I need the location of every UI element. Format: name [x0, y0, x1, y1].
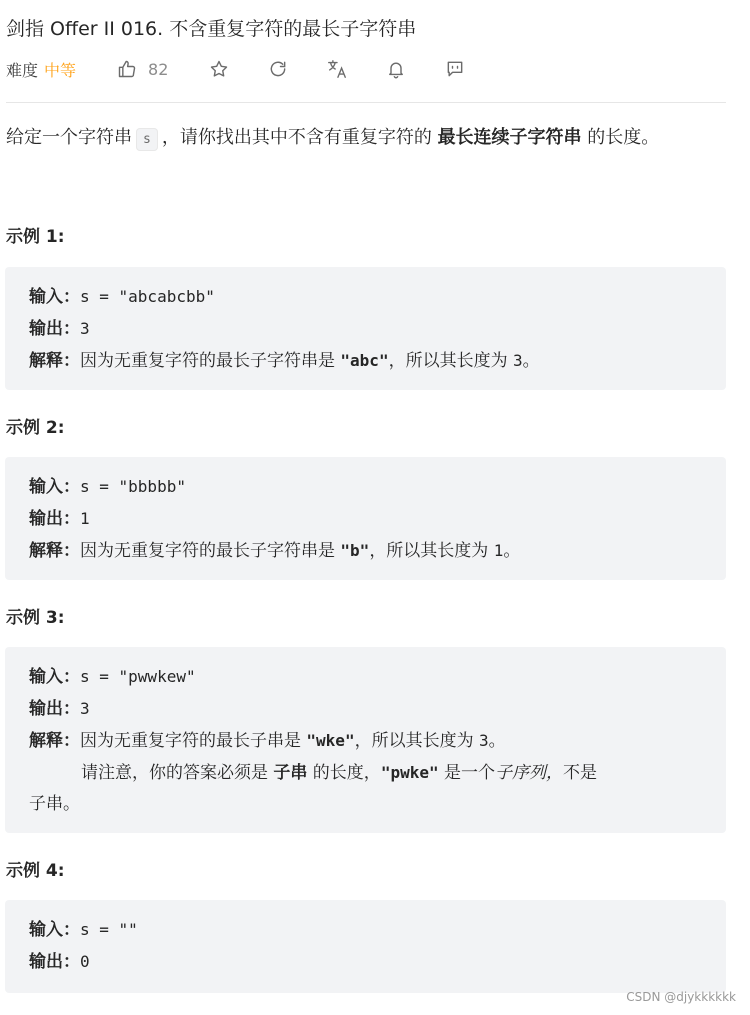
example-3-input: 输入：s = "pwwkew"	[29, 667, 196, 687]
example-3-note-cont: 子串。	[29, 794, 80, 814]
thumb-up-icon	[116, 58, 138, 80]
desc-bold: 最长连续子字符串	[437, 127, 582, 148]
example-4-box	[5, 900, 726, 993]
problem-description	[6, 124, 659, 154]
problem-title: 剑指 Offer II 016. 不含重复字符的最长子字符串	[6, 18, 417, 40]
example-3-title: 示例 3:	[6, 608, 65, 628]
example-1-output: 输出：3	[29, 319, 90, 339]
example-1-title: 示例 1:	[6, 227, 65, 247]
example-2-explain: 解释：因为无重复字符的最长子字符串是 "b"，所以其长度为 1。	[29, 541, 521, 561]
example-4-input: 输入：s = ""	[29, 920, 138, 940]
header-divider	[6, 102, 726, 103]
inline-code-s: s	[136, 128, 158, 151]
desc-text-2: ，请你找出其中不含有重复字符的	[161, 127, 432, 148]
bell-icon[interactable]	[385, 58, 407, 80]
example-3-note: 请注意，你的答案必须是 子串 的长度，"pwke" 是一个子序列，不是	[81, 763, 598, 783]
desc-text-1: 给定一个字符串	[6, 127, 132, 148]
example-1-box	[5, 267, 726, 390]
example-3-box	[5, 647, 726, 833]
translate-icon[interactable]	[326, 58, 348, 80]
example-2-input: 输入：s = "bbbbb"	[29, 477, 186, 497]
example-3-output: 输出：3	[29, 699, 90, 719]
difficulty-label: 难度	[6, 60, 39, 80]
example-4-output: 输出：0	[29, 952, 90, 972]
difficulty-value: 中等	[44, 60, 77, 80]
example-2-title: 示例 2:	[6, 418, 65, 438]
example-2-box	[5, 457, 726, 580]
refresh-icon[interactable]	[267, 58, 289, 80]
problem-meta-bar	[6, 56, 466, 82]
csdn-watermark: CSDN @djykkkkkk	[626, 990, 736, 1004]
example-1-explain: 解释：因为无重复字符的最长子字符串是 "abc"，所以其长度为 3。	[29, 351, 540, 371]
star-icon[interactable]	[208, 58, 230, 80]
example-2-output: 输出：1	[29, 509, 90, 529]
example-4-title: 示例 4:	[6, 861, 65, 881]
like-button[interactable]	[116, 58, 168, 80]
example-3-explain: 解释：因为无重复字符的最长子串是 "wke"，所以其长度为 3。	[29, 731, 506, 751]
desc-text-3: 的长度。	[587, 127, 660, 148]
like-count: 82	[148, 59, 169, 79]
example-1-input: 输入：s = "abcabcbb"	[29, 287, 215, 307]
comment-icon[interactable]	[444, 58, 466, 80]
